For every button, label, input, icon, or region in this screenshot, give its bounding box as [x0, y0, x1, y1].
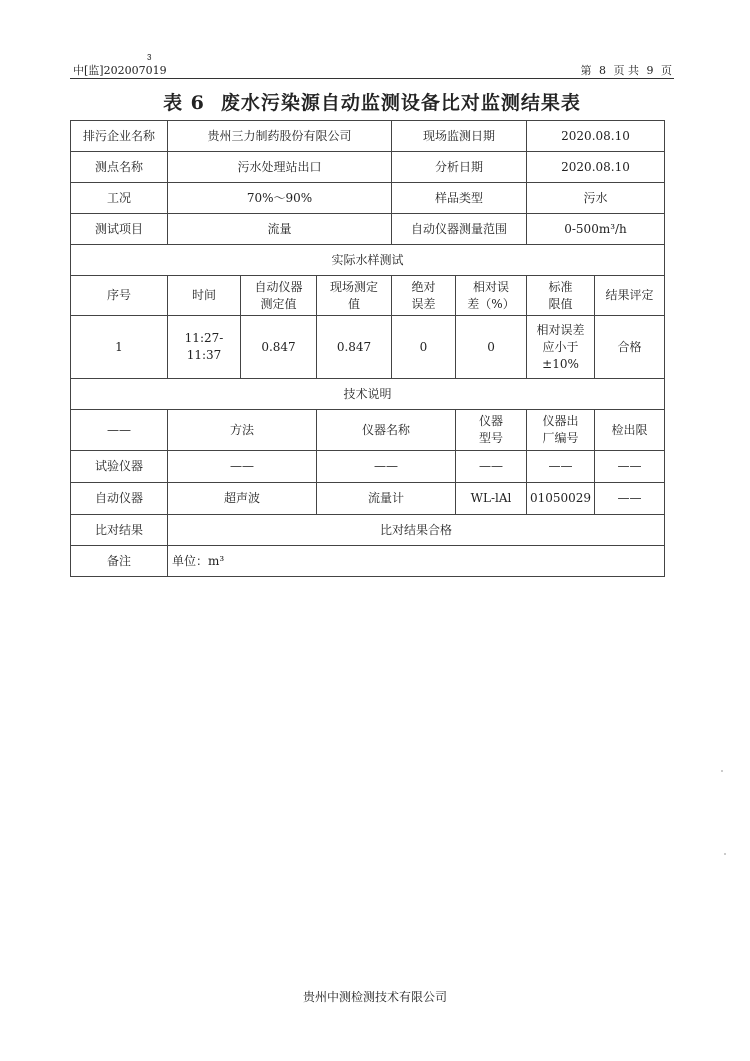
report-number: 中[监]202007019 [73, 64, 167, 77]
auto-instrument-name: 流量计 [317, 483, 456, 515]
auto-instrument-row [71, 483, 665, 515]
analysis-date-value: 2020.08.10 [527, 152, 665, 183]
auto-value-cell: 0.847 [241, 316, 317, 379]
tech-section-row [71, 379, 665, 410]
seq-cell: 1 [71, 316, 168, 379]
method-header: 方法 [168, 410, 317, 451]
info-row-condition [71, 183, 665, 214]
result-cell: 合格 [595, 316, 665, 379]
site-value-header: 现场测定 值 [317, 276, 392, 316]
info-row-test-item [71, 214, 665, 245]
page-current: 8 [599, 64, 606, 77]
scan-speck [724, 853, 726, 855]
auto-instrument-method: 超声波 [168, 483, 317, 515]
water-test-section-title: 实际水样测试 [71, 245, 665, 276]
seq-header: 序号 [71, 276, 168, 316]
time-cell: 11:27-11:37 [168, 316, 241, 379]
rel-error-cell: 0 [456, 316, 527, 379]
auto-value-header: 自动仪器 测定值 [241, 276, 317, 316]
site-value-cell: 0.847 [317, 316, 392, 379]
comparison-value: 比对结果合格 [168, 515, 665, 546]
page-number [577, 62, 673, 78]
limit-header: 检出限 [595, 410, 665, 451]
model-header: 仪器 型号 [456, 410, 527, 451]
range-value: 0-500m³/h [527, 214, 665, 245]
remark-value: 单位：m³ [168, 546, 665, 577]
tech-section-title: 技术说明 [71, 379, 665, 410]
header-divider [70, 78, 674, 79]
water-test-section-row [71, 245, 665, 276]
water-test-data-row [71, 316, 665, 379]
footer-company: 贵州中测检测技术有限公司 [302, 990, 447, 1004]
test-item-label: 测试项目 [71, 214, 168, 245]
page-suffix: 页 [661, 64, 672, 77]
point-label: 测点名称 [71, 152, 168, 183]
sample-type-label: 样品类型 [392, 183, 527, 214]
comparison-table [70, 120, 665, 577]
site-date-value: 2020.08.10 [527, 121, 665, 152]
page-mid: 页 共 [613, 64, 639, 77]
result-header: 结果评定 [595, 276, 665, 316]
test-item-value: 流量 [168, 214, 392, 245]
analysis-date-label: 分析日期 [392, 152, 527, 183]
tech-first-header: —— [71, 410, 168, 451]
std-limit-header: 标准 限值 [527, 276, 595, 316]
auto-instrument-label: 自动仪器 [71, 483, 168, 515]
condition-label: 工况 [71, 183, 168, 214]
std-limit-cell: 相对误差 应小于 ±10% [527, 316, 595, 379]
auto-instrument-model: WL-lAl [456, 483, 527, 515]
page-prefix: 第 [580, 64, 592, 77]
test-instrument-row [71, 451, 665, 483]
scan-speck [721, 770, 723, 772]
tech-header-row [71, 410, 665, 451]
site-date-label: 现场监测日期 [392, 121, 527, 152]
auto-instrument-limit: —— [595, 483, 665, 515]
remark-label: 备注 [71, 546, 168, 577]
info-row-company [71, 121, 665, 152]
title-text: 废水污染源自动监测设备比对监测结果表 [220, 92, 581, 114]
instrument-name-header: 仪器名称 [317, 410, 456, 451]
comparison-label: 比对结果 [71, 515, 168, 546]
test-instrument-limit: —— [595, 451, 665, 483]
table-number: 表 6 [163, 92, 205, 114]
test-instrument-method: —— [168, 451, 317, 483]
test-instrument-model: —— [456, 451, 527, 483]
rel-error-header: 相对误 差（%） [456, 276, 527, 316]
company-label: 排污企业名称 [71, 121, 168, 152]
abs-error-header: 绝对 误差 [392, 276, 456, 316]
range-label: 自动仪器测量范围 [392, 214, 527, 245]
auto-instrument-serial: 01050029 [527, 483, 595, 515]
test-instrument-serial: —— [527, 451, 595, 483]
sample-type-value: 污水 [527, 183, 665, 214]
comparison-row [71, 515, 665, 546]
company-value: 贵州三力制药股份有限公司 [168, 121, 392, 152]
condition-value: 70%～90% [168, 183, 392, 214]
remark-row [71, 546, 665, 577]
abs-error-cell: 0 [392, 316, 456, 379]
water-test-header-row [71, 276, 665, 316]
time-header: 时间 [168, 276, 241, 316]
page-mark: 3 [147, 53, 152, 62]
point-value: 污水处理站出口 [168, 152, 392, 183]
info-row-point [71, 152, 665, 183]
test-instrument-name: —— [317, 451, 456, 483]
page-total: 9 [646, 64, 654, 77]
page-title [70, 88, 674, 115]
serial-header: 仪器出 厂编号 [527, 410, 595, 451]
test-instrument-label: 试验仪器 [71, 451, 168, 483]
